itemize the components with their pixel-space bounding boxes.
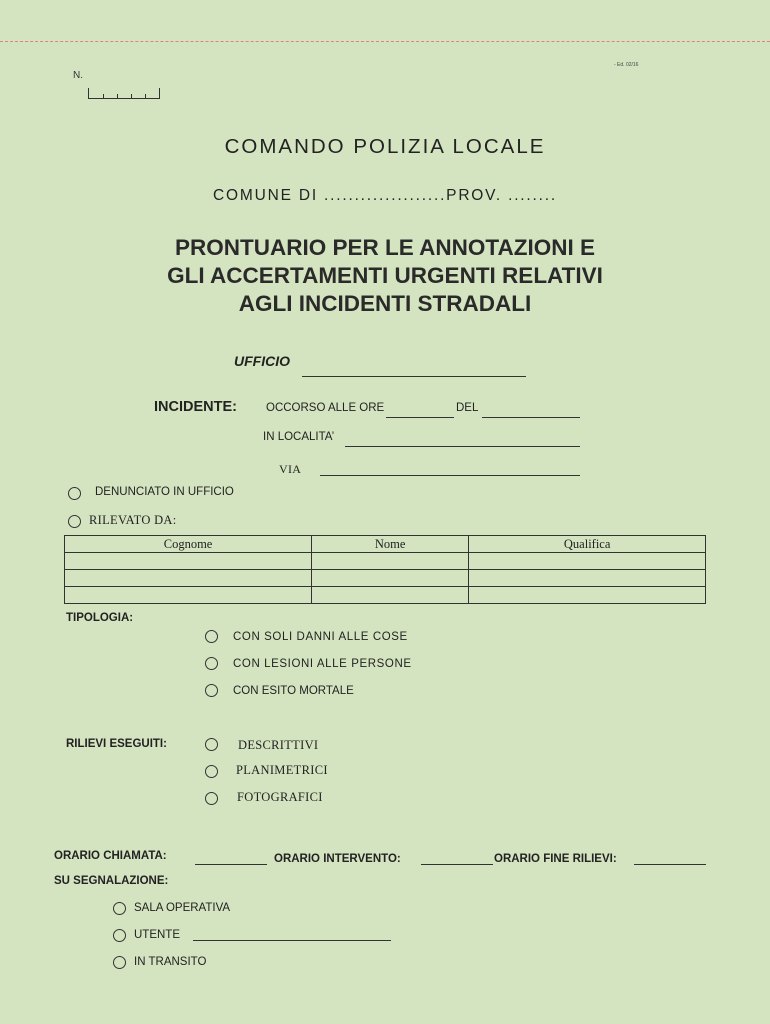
cut-line [0, 41, 770, 42]
data-field[interactable] [482, 417, 580, 418]
tipologia-radio-danni[interactable] [205, 630, 218, 643]
rilevato-label: RILEVATO DA: [89, 513, 177, 527]
main-title-line1: PRONTUARIO PER LE ANNOTAZIONI E [174, 235, 595, 260]
rilievi-option-fotografici: FOTOGRAFICI [237, 790, 323, 804]
number-label: N. [73, 70, 83, 81]
rilievi-radio-descrittivi[interactable] [205, 738, 218, 751]
table-header-cognome: Cognome [65, 536, 312, 553]
main-title-line2: GLI ACCERTAMENTI URGENTI RELATIVI [167, 263, 603, 288]
via-label: VIA [279, 462, 302, 476]
orario-fine-field[interactable] [634, 864, 706, 865]
occorso-label: OCCORSO ALLE ORE [266, 402, 385, 414]
incidente-label: INCIDENTE: [154, 399, 237, 415]
rilievi-option-planimetrici: PLANIMETRICI [236, 763, 328, 777]
rilevato-radio[interactable] [68, 515, 81, 528]
segnalazione-radio-utente[interactable] [113, 929, 126, 942]
segnalazione-option-transito: IN TRANSITO [134, 956, 207, 968]
tipologia-option-lesioni: CON LESIONI ALLE PERSONE [233, 658, 412, 670]
tipologia-option-mortale: CON ESITO MORTALE [233, 685, 354, 697]
orario-chiamata-label: ORARIO CHIAMATA: [54, 850, 167, 862]
rilievi-label: RILIEVI ESEGUITI: [66, 738, 167, 750]
table-cell[interactable] [469, 587, 706, 604]
tipologia-label: TIPOLOGIA: [66, 612, 134, 624]
denunciato-radio[interactable] [68, 487, 81, 500]
localita-label: IN LOCALITA’ [263, 431, 335, 443]
orario-fine-label: ORARIO FINE RILIEVI: [494, 853, 617, 865]
number-field[interactable] [88, 88, 160, 99]
ufficio-label: UFFICIO [234, 353, 290, 369]
segnalazione-label: SU SEGNALAZIONE: [54, 875, 169, 887]
rilievi-radio-fotografici[interactable] [205, 792, 218, 805]
del-label: DEL [456, 402, 479, 414]
orario-chiamata-field[interactable] [195, 864, 267, 865]
header-subtitle: COMUNE DI ....................PROV. ........ [213, 187, 557, 204]
tipologia-option-danni: CON SOLI DANNI ALLE COSE [233, 631, 408, 643]
segnalazione-radio-sala[interactable] [113, 902, 126, 915]
table-cell[interactable] [312, 553, 469, 570]
ora-field[interactable] [386, 417, 454, 418]
table-cell[interactable] [65, 587, 312, 604]
orario-intervento-field[interactable] [421, 864, 493, 865]
main-title-line3: AGLI INCIDENTI STRADALI [238, 291, 532, 316]
table-header-qualifica: Qualifica [469, 536, 706, 553]
tipologia-radio-lesioni[interactable] [205, 657, 218, 670]
via-field[interactable] [320, 475, 580, 476]
header-title: COMANDO POLIZIA LOCALE [224, 135, 546, 158]
rilevato-table [64, 535, 706, 604]
table-row [65, 587, 706, 604]
segnalazione-radio-transito[interactable] [113, 956, 126, 969]
rilievi-option-descrittivi: DESCRITTIVI [238, 738, 319, 752]
table-row [65, 570, 706, 587]
table-cell[interactable] [312, 570, 469, 587]
localita-field[interactable] [345, 446, 580, 447]
orario-intervento-label: ORARIO INTERVENTO: [274, 853, 401, 865]
segnalazione-option-utente: UTENTE [134, 929, 180, 941]
segnalazione-option-sala: SALA OPERATIVA [134, 902, 231, 914]
ufficio-field[interactable] [302, 376, 526, 377]
utente-field[interactable] [193, 940, 391, 941]
table-cell[interactable] [65, 570, 312, 587]
table-cell[interactable] [469, 570, 706, 587]
table-cell[interactable] [469, 553, 706, 570]
rilievi-radio-planimetrici[interactable] [205, 765, 218, 778]
table-cell[interactable] [65, 553, 312, 570]
tipologia-radio-mortale[interactable] [205, 684, 218, 697]
table-row [65, 553, 706, 570]
denunciato-label: DENUNCIATO IN UFFICIO [95, 486, 234, 498]
table-header-nome: Nome [312, 536, 469, 553]
edition-label: - Ed. 02/16 [614, 62, 639, 68]
table-cell[interactable] [312, 587, 469, 604]
